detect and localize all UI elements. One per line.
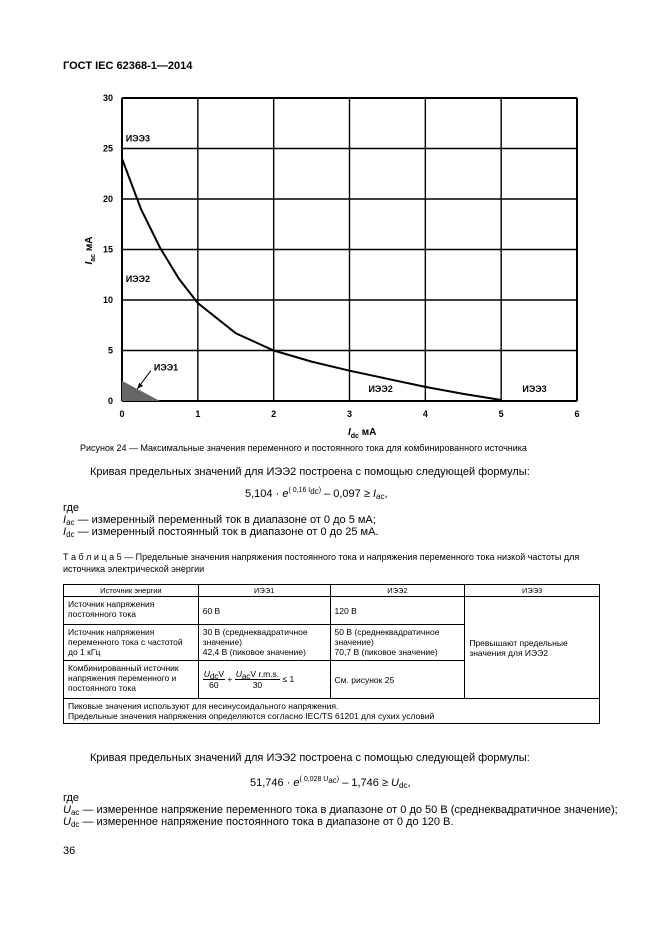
formula-1-end: , (384, 488, 388, 500)
formula-2-end: , (407, 777, 411, 789)
paragraph-1: Кривая предельных значений для ИЭЭ2 построена с помощью следующей формулы: (90, 466, 530, 478)
plus-sign: + (227, 673, 233, 684)
x-tick-label: 5 (498, 409, 504, 419)
y-axis-var: I (84, 261, 95, 265)
y-axis-sub: ac (90, 253, 97, 262)
def-iac-var: I (63, 514, 67, 526)
row3-es2: См. рисунок 25 (330, 661, 465, 699)
row2-source: Источник напряжения переменного тока с частотой до 1 кГц (64, 625, 199, 661)
formula-1-coef: 5,104 · (245, 488, 283, 500)
y-tick-label: 5 (107, 345, 113, 356)
formula-2-var: U (391, 777, 399, 789)
page-number: 36 (63, 845, 76, 857)
formula-2-exp: ( 0,028 U (299, 776, 329, 784)
def-idc-text: — измеренный постоянный ток в диапазоне от 0 до 25 мА. (74, 526, 379, 538)
def-uac-text: — измеренное напряжение переменного тока в диапазоне от 0 до 50 В (среднеквадратичное значение); (79, 804, 618, 816)
header-source: Источник энергии (64, 585, 199, 597)
annotation-es2-left: ИЭЭ2 (125, 273, 151, 284)
row1-es1: 60 В (198, 597, 330, 625)
x-axis-sub: dc (350, 433, 359, 440)
leq-sign: ≤ 1 (282, 673, 295, 684)
table-caption-text: — Предельные значения напряжения постоянного тока и напряжения переменного тока низкой частоты для источника электрической энергии (63, 552, 580, 574)
formula-2-exp-close: ) (336, 776, 340, 784)
y-axis-label (84, 237, 97, 265)
header-es1: ИЭЭ1 (198, 585, 330, 597)
formula-1-exp: ( 0,16 I (288, 487, 311, 495)
def-uac (63, 804, 618, 816)
formula-2-coef: 51,746 · (250, 777, 294, 789)
es1-arrowhead (137, 383, 143, 389)
x-tick-label: 1 (195, 409, 201, 419)
x-axis-unit: мА (358, 427, 377, 438)
fraction-ac: $\frac{U_{ac}V r.m.s.}{30}$ (235, 669, 280, 690)
x-tick-label: 2 (271, 409, 277, 419)
def-uac-sub: ac (70, 808, 80, 817)
document-header: ГОСТ IEC 62368-1—2014 (63, 60, 193, 72)
figure-caption: Рисунок 24 — Максимальные значения переменного и постоянного тока для комбинированного источника (80, 443, 527, 453)
definitions-2 (63, 792, 618, 828)
current-limits-chart (0, 0, 661, 440)
x-tick-label: 6 (574, 409, 580, 419)
row2-es2-b: 70,7 В (пиковое значение) (334, 647, 438, 657)
row2-es1-a: 30 В (среднеквадратичное значение) (202, 627, 308, 647)
table-notes (64, 699, 600, 724)
formula-2-rest: – 1,746 ≥ (339, 777, 392, 789)
formula-1-var: I (372, 488, 376, 500)
note-1: Пиковые значения используют для несинусоидального напряжения. (68, 701, 339, 711)
def-idc (63, 526, 379, 538)
table-caption-label: Т а б л и ц а 5 (63, 552, 122, 562)
def-udc-text: — измеренное напряжение постоянного тока в диапазоне от 0 до 120 В. (79, 816, 454, 828)
y-axis-unit: мА (84, 236, 95, 254)
row2-es2 (330, 625, 465, 661)
definitions-1 (63, 502, 379, 538)
formula-2-var-sub: dc (399, 781, 408, 790)
row2-es2-a: 50 В (среднеквадратичное значение) (334, 627, 440, 647)
y-tick-label: 20 (102, 194, 113, 204)
where-2: где (63, 792, 80, 804)
formula-2-exp-sub: ac (328, 776, 337, 786)
formula-1-var-sub: ac (376, 492, 385, 501)
es2-limit-curve (122, 159, 501, 400)
annotation-es3-right: ИЭЭ3 (522, 383, 547, 394)
def-idc-var: I (63, 526, 67, 538)
es3-merged-cell: Превышают предельные значения для ИЭЭ2 (465, 597, 600, 699)
formula-1-base: e (282, 488, 289, 500)
def-iac-text: — измеренный переменный ток в диапазоне от 0 до 5 мА; (74, 514, 376, 526)
y-tick-label: 25 (102, 143, 113, 154)
y-tick-label: 10 (102, 295, 113, 305)
def-udc-var: U (63, 816, 71, 828)
row2-es1-b: 42,4 В (пиковое значение) (202, 647, 306, 657)
where-1: где (63, 502, 80, 514)
formula-1-exp-sub: dc (310, 487, 319, 497)
annotation-es3-top: ИЭЭ3 (125, 133, 151, 144)
formula-1-exp-close: ) (318, 487, 322, 495)
header-es3: ИЭЭ3 (465, 585, 600, 597)
note-2: Предельные значения напряжения определяются согласно IEC/TS 61201 для сухих условий (68, 711, 435, 721)
row1-es2: 120 В (330, 597, 465, 625)
table-row (64, 597, 600, 625)
table-header-row (64, 585, 600, 597)
formula-2 (250, 777, 411, 789)
x-tick-label: 0 (119, 409, 125, 419)
y-tick-label: 15 (102, 244, 113, 255)
annotation-es1: ИЭЭ1 (153, 362, 179, 373)
voltage-limits-table (63, 584, 600, 724)
row1-source: Источник напряжения постоянного тока (64, 597, 199, 625)
x-tick-label: 3 (346, 409, 353, 419)
y-tick-label: 0 (107, 396, 113, 406)
row3-es1-formula (198, 661, 330, 699)
x-tick-label: 4 (422, 409, 428, 419)
annotation-es2-bottom: ИЭЭ2 (368, 383, 393, 394)
def-iac (63, 514, 379, 526)
x-axis-label (348, 427, 376, 440)
formula-1-rest: – 0,097 ≥ (321, 488, 373, 500)
header-es2: ИЭЭ2 (330, 585, 465, 597)
row2-es1 (198, 625, 330, 661)
def-udc-sub: dc (70, 820, 80, 829)
y-tick-label: 30 (102, 93, 113, 103)
def-iac-sub: ac (66, 518, 75, 527)
x-axis-var: I (347, 427, 351, 438)
chart-grid (122, 98, 577, 401)
formula-2-base: e (293, 777, 300, 789)
table-notes-row (64, 699, 600, 724)
def-uac-var: U (63, 804, 71, 816)
paragraph-2: Кривая предельных значений для ИЭЭ2 построена с помощью следующей формулы: (90, 752, 530, 764)
row3-source: Комбинированный источник напряжения переменного и постоянного тока (64, 661, 199, 699)
formula-1 (245, 488, 388, 500)
def-idc-sub: dc (66, 530, 75, 539)
fraction-dc: $\frac{U_{dc}V}{60}$ (203, 669, 224, 690)
def-udc (63, 816, 618, 828)
table-caption (63, 551, 600, 575)
